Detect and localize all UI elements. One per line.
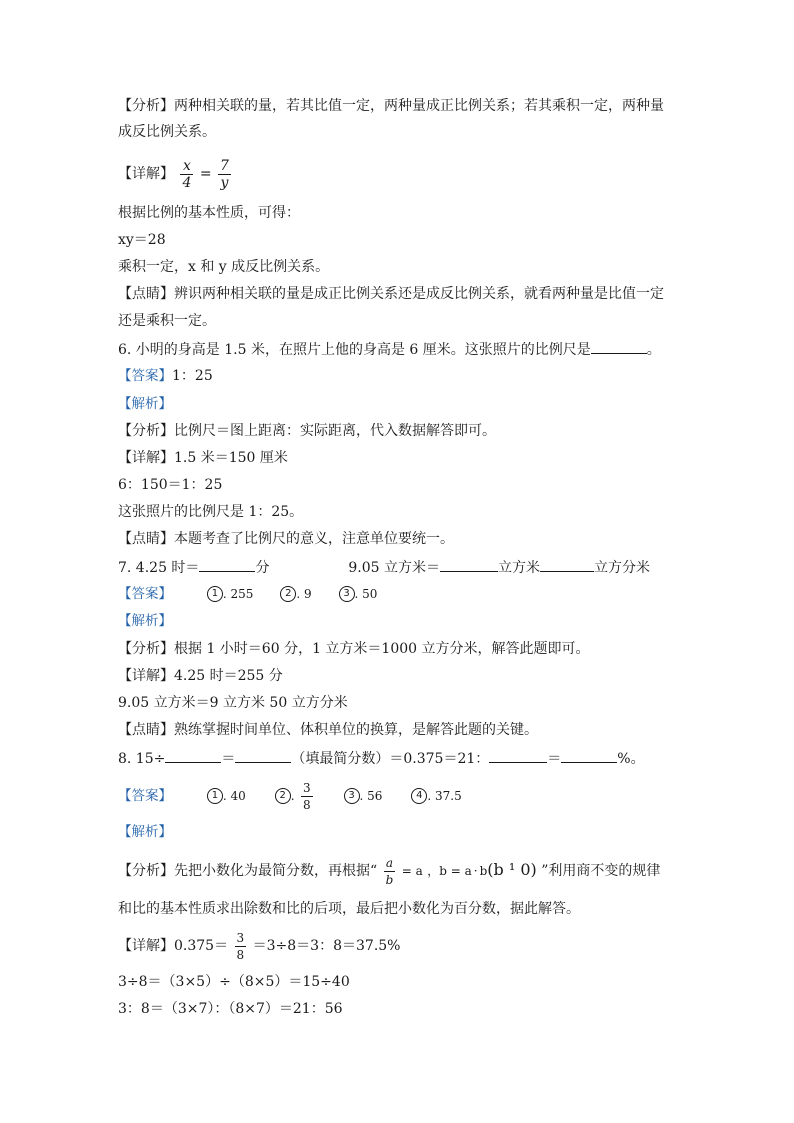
text-line: 乘积一定，x 和 y 成反比例关系。	[118, 259, 330, 275]
answer-blank	[561, 748, 617, 763]
fraction-denominator: 4	[182, 174, 192, 191]
answer-value: . 56	[359, 789, 383, 803]
formula-text: ，b = a	[427, 864, 472, 878]
hint-line-1: 【点睛】辨识两种相关联的量是成正比例关系还是成反比例关系，就看两种量是比值一定	[118, 286, 664, 302]
analysis-line-2: 成反比例关系。	[118, 124, 216, 140]
circled-number: 4	[411, 788, 427, 804]
text-line: 【分析】比例尺＝图上距离：实际距离，代入数据解答即可。	[118, 423, 496, 439]
fraction-numerator: 7	[220, 157, 229, 174]
formula-text: b	[479, 864, 488, 878]
fraction-numerator: x	[180, 158, 193, 175]
answer-blank	[165, 748, 221, 763]
text-line: 和比的基本性质求出除数和比的后项，最后把小数化为百分数，据此解答。	[118, 901, 580, 917]
fraction-7-over-y	[218, 158, 231, 191]
answer-blank	[235, 748, 291, 763]
question-text: ＝	[221, 751, 236, 767]
answer-tag: 【答案】	[118, 586, 172, 602]
circled-number: 3	[344, 788, 360, 804]
circled-number: 2	[280, 586, 296, 602]
question-text: 分	[255, 560, 270, 576]
question-text: 8. 15÷	[118, 751, 166, 767]
answer-blank	[540, 557, 594, 572]
detail-equation	[118, 154, 233, 194]
solution-tag: 【解析】	[118, 396, 172, 412]
circled-number: 3	[339, 586, 355, 602]
circled-number: 1	[207, 586, 223, 602]
answer-line	[118, 776, 462, 816]
question-6	[118, 339, 661, 360]
fraction-x-over-4	[180, 158, 193, 191]
fraction-numerator: 3	[236, 930, 245, 945]
text-span: 【分析】先把小数化为最简分数，再根据“	[118, 863, 378, 879]
answer-value: . 255	[222, 587, 254, 601]
answer-line	[118, 584, 377, 604]
analysis-line-1: 【分析】两种相关联的量，若其比值一定，两种量成正比例关系；若其乘积一定，两种量	[118, 98, 664, 114]
answer-value: . 9	[296, 587, 312, 601]
text-line: 【点睛】熟练掌握时间单位、体积单位的换算，是解答此题的关键。	[118, 722, 538, 738]
question-8	[118, 748, 645, 769]
question-text: 立方米	[497, 560, 540, 576]
answer-blank	[489, 748, 547, 763]
circled-number: 1	[207, 788, 223, 804]
answer-blank	[440, 557, 498, 572]
question-text: 9.05 立方米＝	[348, 560, 440, 576]
answer-blank	[591, 339, 647, 354]
text-span: ＝3÷8＝3：8＝37.5%	[252, 938, 401, 954]
question-text: ＝	[547, 751, 562, 767]
fraction-denominator: 8	[236, 947, 245, 962]
text-line: 9.05 立方米＝9 立方米 50 立方分米	[118, 695, 348, 711]
text-span: ”利用商不变的规律	[541, 863, 661, 879]
formula-text: (b ¹ 0)	[487, 860, 537, 879]
answer-value: 1：25	[172, 368, 213, 384]
text-span: 【详解】0.375＝	[118, 938, 229, 954]
text-line: 3：8＝（3×7）：（8×7）＝21：56	[118, 1001, 343, 1017]
circled-number: 2	[275, 788, 291, 804]
answer-blank	[199, 557, 255, 572]
text-line: 这张照片的比例尺是 1：25。	[118, 504, 304, 520]
fraction-numerator: a	[384, 855, 396, 872]
question-text: 立方分米	[593, 560, 650, 576]
analysis-formula-line: 【分析】先把小数化为最简分数，再根据“ $\frac{a}{b}$ = a ，b = a · b(b ¹ 0) ”利用商不变的规律	[118, 855, 661, 887]
fraction-denominator: 8	[303, 797, 311, 812]
text-line: xy＝28	[118, 232, 166, 248]
text-line: 根据比例的基本性质，可得：	[118, 205, 300, 221]
formula-text: = a	[401, 864, 423, 878]
question-text: 6. 小明的身高是 1.5 米，在照片上他的身高是 6 厘米。这张照片的比例尺是	[118, 342, 591, 358]
answer-value: .	[290, 789, 295, 803]
question-7	[118, 557, 650, 578]
answer-tag: 【答案】	[118, 368, 172, 384]
solution-tag: 【解析】	[118, 613, 172, 629]
fraction-a-over-b	[384, 855, 396, 888]
question-text: 7. 4.25 时＝	[118, 560, 200, 576]
fraction-3-over-8	[235, 930, 247, 963]
fraction-3-over-8	[301, 780, 313, 813]
answer-value: . 40	[222, 789, 246, 803]
text-line: 6：150＝1：25	[118, 477, 223, 493]
answer-value: . 37.5	[427, 789, 462, 803]
detail-tag: 【详解】	[118, 166, 174, 182]
answer-tag: 【答案】	[118, 788, 172, 804]
question-text: （填最简分数）＝0.375＝21：	[291, 751, 490, 767]
solution-tag: 【解析】	[118, 824, 172, 840]
text-line: 【点睛】本题考查了比例尺的意义，注意单位要统一。	[118, 531, 454, 547]
question-text: %。	[617, 751, 645, 767]
text-line: 【分析】根据 1 小时＝60 分，1 立方米＝1000 立方分米，解答此题即可。	[118, 641, 590, 657]
text-line: 【详解】1.5 米＝150 厘米	[118, 450, 288, 466]
fraction-denominator: b	[385, 872, 394, 887]
text-line: 【详解】4.25 时＝255 分	[118, 668, 283, 684]
fraction-denominator: y	[220, 174, 229, 191]
answer-value: . 50	[354, 587, 378, 601]
equals-sign: =	[199, 166, 212, 182]
answer-line	[118, 366, 213, 386]
question-text: 。	[646, 342, 661, 358]
text-line: 3÷8＝（3×5）÷（8×5）＝15÷40	[118, 974, 350, 990]
detail-fraction-line	[118, 926, 400, 966]
hint-line-2: 还是乘积一定。	[118, 313, 216, 329]
fraction-numerator: 3	[303, 780, 311, 795]
